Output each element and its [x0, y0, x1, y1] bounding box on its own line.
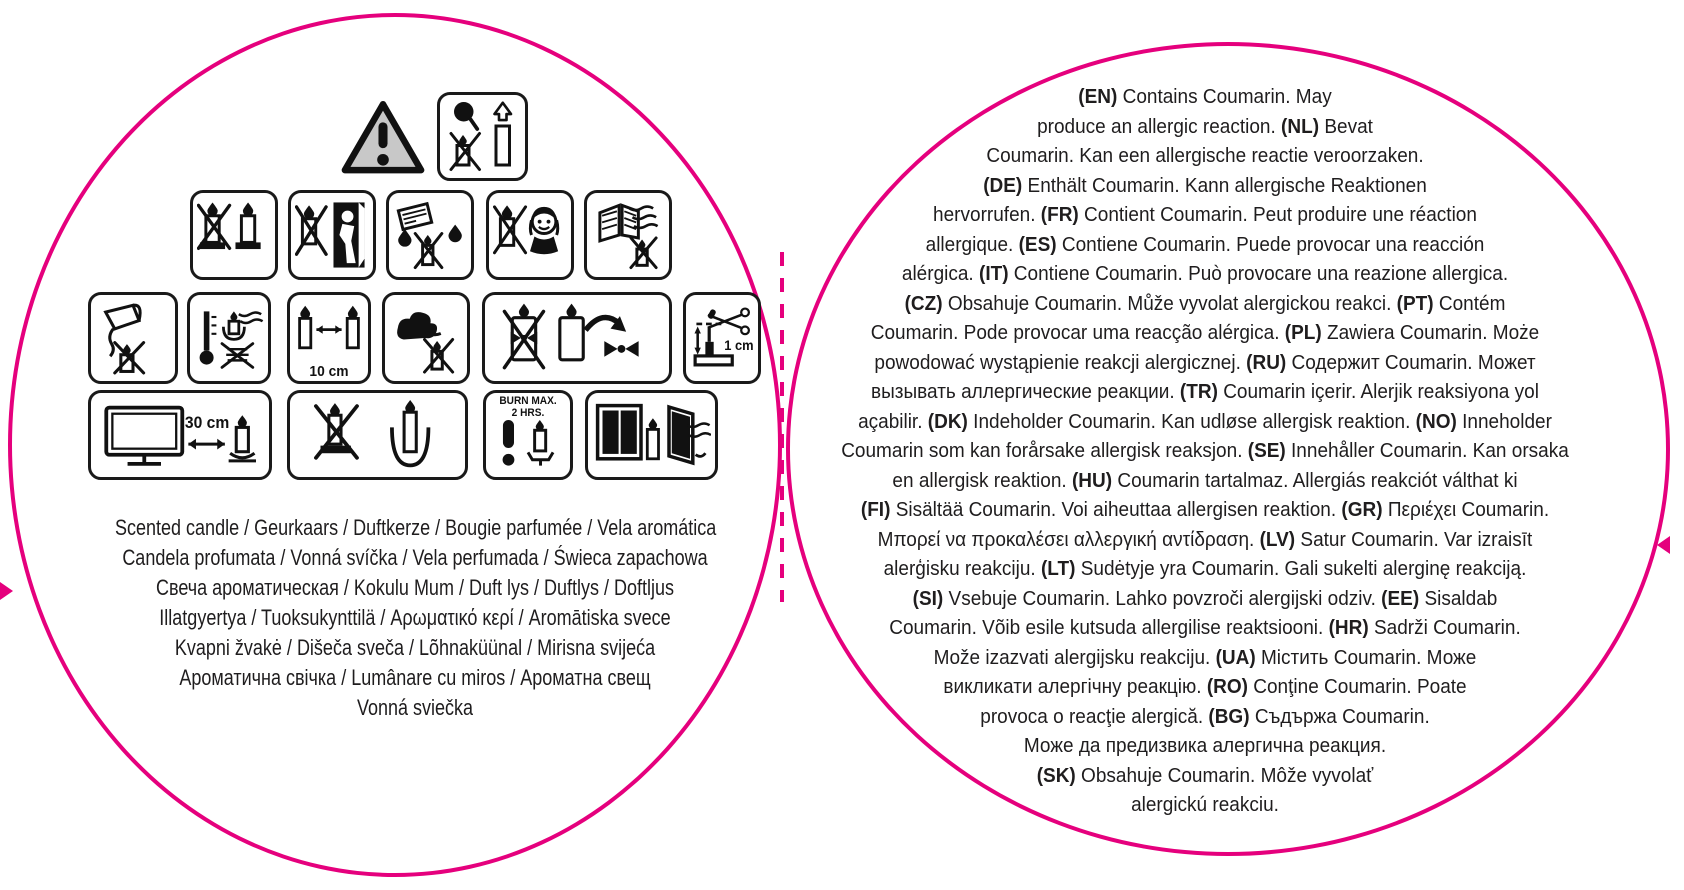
allergen-warning-line: alérgica. (IT) Contiene Coumarin. Può provocare una reazione allergica. — [901, 263, 1509, 285]
product-name-line: Vonná sviečka — [356, 695, 474, 720]
do-not-lean-over-candle-pictogram — [437, 92, 528, 181]
allergen-warning-line: Може да предизвика алергична реакция. — [1023, 735, 1387, 757]
keep-out-of-reach-of-children-icon — [493, 197, 567, 273]
allergen-warning-line: alergickú reakciu. — [1131, 794, 1279, 816]
keep-out-of-draught-icon — [591, 197, 665, 273]
allergen-warning-line: produce an allergic reaction. (NL) Bevat — [1037, 115, 1373, 138]
allergen-warning-line: provoca o reacţie alergică. (BG) Съдържа Coumarin. — [980, 705, 1430, 728]
product-name-line: Candela profumata / Vonná svíčka / Vela perfumada / Świeca zapachowa — [122, 545, 708, 570]
never-move-burning-candle-icon — [197, 197, 271, 273]
burn-max-2hrs-icon — [490, 417, 566, 473]
allergen-warning-line: Coumarin som kan forårsake allergisk reaksjon. (SE) Innehåller Coumarin. Kan orsaka — [841, 440, 1569, 462]
product-name-line: Kvapni žvakė / Dišeča sveča / Lõhnaküünal / Mirisna svijeća — [174, 635, 656, 660]
allergen-warning-line: allergique. (ES) Contiene Coumarin. Puede provocar una reacción — [925, 233, 1485, 256]
allergen-warning-line: Μπορεί να προκαλέσει αλλεργική αντίδραση. (LV) Satur Coumarin. Var izraisīt — [877, 528, 1533, 551]
product-name-line: Ароматична свічка / Lumânare cu miros / Ароматна свещ — [179, 665, 651, 690]
allergen-warning-line: (SI) Vsebuje Coumarin. Lahko povzroči alergijski odziv. (EE) Sisaldab — [912, 587, 1498, 610]
allergen-warning-line: (DE) Enthält Coumarin. Kann allergische Reaktionen — [983, 174, 1427, 197]
product-name-line: Свеча ароматическая / Kokulu Mum / Duft lys / Duftlys / Doftljus — [156, 575, 674, 600]
never-leave-burning-candle-unattended-pictogram — [288, 190, 376, 280]
burn-max-2hrs-pictogram — [483, 390, 573, 480]
remove-decoration-before-lighting-icon — [489, 299, 665, 377]
never-leave-burning-candle-unattended-icon — [295, 197, 369, 273]
allergen-warning-line: (FI) Sisältää Coumarin. Voi aiheuttaa allergisen reaktion. (GR) Περιέχει Coumarin. — [860, 499, 1550, 521]
allergen-warning-line: вызывать аллергические реакции. (TR) Coumarin içerir. Alerjik reaksiyona yol — [871, 381, 1539, 403]
allergen-warning-line: hervorrufen. (FR) Contient Coumarin. Peut produire une réaction — [933, 204, 1477, 226]
do-not-blow-out-icon — [389, 299, 463, 377]
burn-max-label-line1: BURN MAX. — [499, 395, 557, 407]
remove-decoration-before-lighting-pictogram — [482, 292, 672, 384]
product-name-line: Scented candle / Geurkaars / Duftkerze / Bougie parfumée / Vela aromática — [115, 515, 717, 540]
distance-candles-label: 10 cm — [309, 363, 349, 380]
keep-10cm-between-candles-icon — [294, 299, 364, 363]
do-not-lean-over-candle-icon — [444, 99, 521, 174]
cut-mark-arrow-right-icon — [1657, 536, 1670, 554]
allergen-warning-line: Coumarin. Võib esile kutsuda allergilise reaktsiooni. (HR) Sadrži Coumarin. — [889, 617, 1521, 639]
allergen-warning-line: en allergisk reaktion. (HU) Coumarin tartalmaz. Allergiás reakciót válthat ki — [892, 469, 1518, 492]
allergen-warning-line: açabilir. (DK) Indeholder Coumarin. Kan udløse allergisk reaktion. (NO) Inneholder — [858, 410, 1552, 433]
keep-10cm-between-candles-pictogram — [287, 292, 371, 384]
keep-away-from-window-draught-icon — [592, 397, 711, 473]
allergen-warning-multilingual-text — [775, 83, 1635, 821]
always-use-candleholder-pictogram — [287, 390, 468, 480]
allergen-warning-line: (CZ) Obsahuje Coumarin. Může vyvolat alergickou reakci. (PT) Contém — [904, 292, 1506, 315]
allergen-warning-line: (EN) Contains Coumarin. May — [1078, 86, 1332, 108]
allergen-warning-line: Može izazvati alergijsku reakciju. (UA) Містить Coumarin. Може — [933, 646, 1477, 669]
keep-30cm-from-tv-icon — [95, 397, 265, 473]
general-warning-icon — [341, 99, 425, 176]
keep-away-from-flammable-materials-pictogram — [386, 190, 474, 280]
product-name-multilingual-text — [40, 513, 790, 723]
allergen-warning-line: викликати алергічну реакцію. (RO) Conţine Coumarin. Poate — [943, 676, 1467, 698]
allergen-warning-line: powodować wystąpienie reakcji alergicznej. (RU) Содержит Coumarin. Может — [874, 351, 1536, 374]
keep-30cm-from-tv-pictogram — [88, 390, 272, 480]
always-use-candleholder-icon — [294, 397, 461, 473]
allergen-warning-line: Coumarin. Pode provocar uma reacção alérgica. (PL) Zawiera Coumarin. Może — [870, 322, 1540, 344]
allergen-warning-line: alerģisku reakciju. (LT) Sudėtyje yra Coumarin. Gali sukelti alerginę reakciją. — [883, 558, 1527, 580]
allergen-warning-line: (SK) Obsahuje Coumarin. Môže vyvolať — [1036, 764, 1374, 787]
product-name-line: Illatgyertya / Tuoksukynttilä / Αρωματικό κερί / Aromātiska svece — [159, 605, 671, 630]
do-not-extinguish-with-water-pictogram — [88, 292, 178, 384]
do-not-blow-out-pictogram — [382, 292, 470, 384]
allergen-warning-line: Coumarin. Kan een allergische reactie veroorzaken. — [986, 145, 1424, 167]
wick-length-label: 1 cm — [724, 337, 754, 353]
cut-mark-arrow-left-icon — [0, 582, 13, 600]
never-move-burning-candle-pictogram — [190, 190, 278, 280]
keep-out-of-reach-of-children-pictogram — [486, 190, 574, 280]
keep-away-from-flammable-materials-icon — [393, 197, 467, 273]
keep-out-of-draught-pictogram — [584, 190, 672, 280]
keep-away-from-heat-sources-pictogram — [187, 292, 271, 384]
do-not-extinguish-with-water-icon — [95, 299, 171, 377]
keep-away-from-heat-sources-icon — [194, 299, 264, 377]
general-warning-pictogram — [337, 95, 429, 180]
burn-max-label-line2: 2 HRS. — [511, 407, 545, 419]
keep-away-from-window-draught-pictogram — [585, 390, 718, 480]
trim-wick-to-1cm-pictogram — [683, 292, 761, 384]
distance-tv-label: 30 cm — [184, 413, 230, 432]
